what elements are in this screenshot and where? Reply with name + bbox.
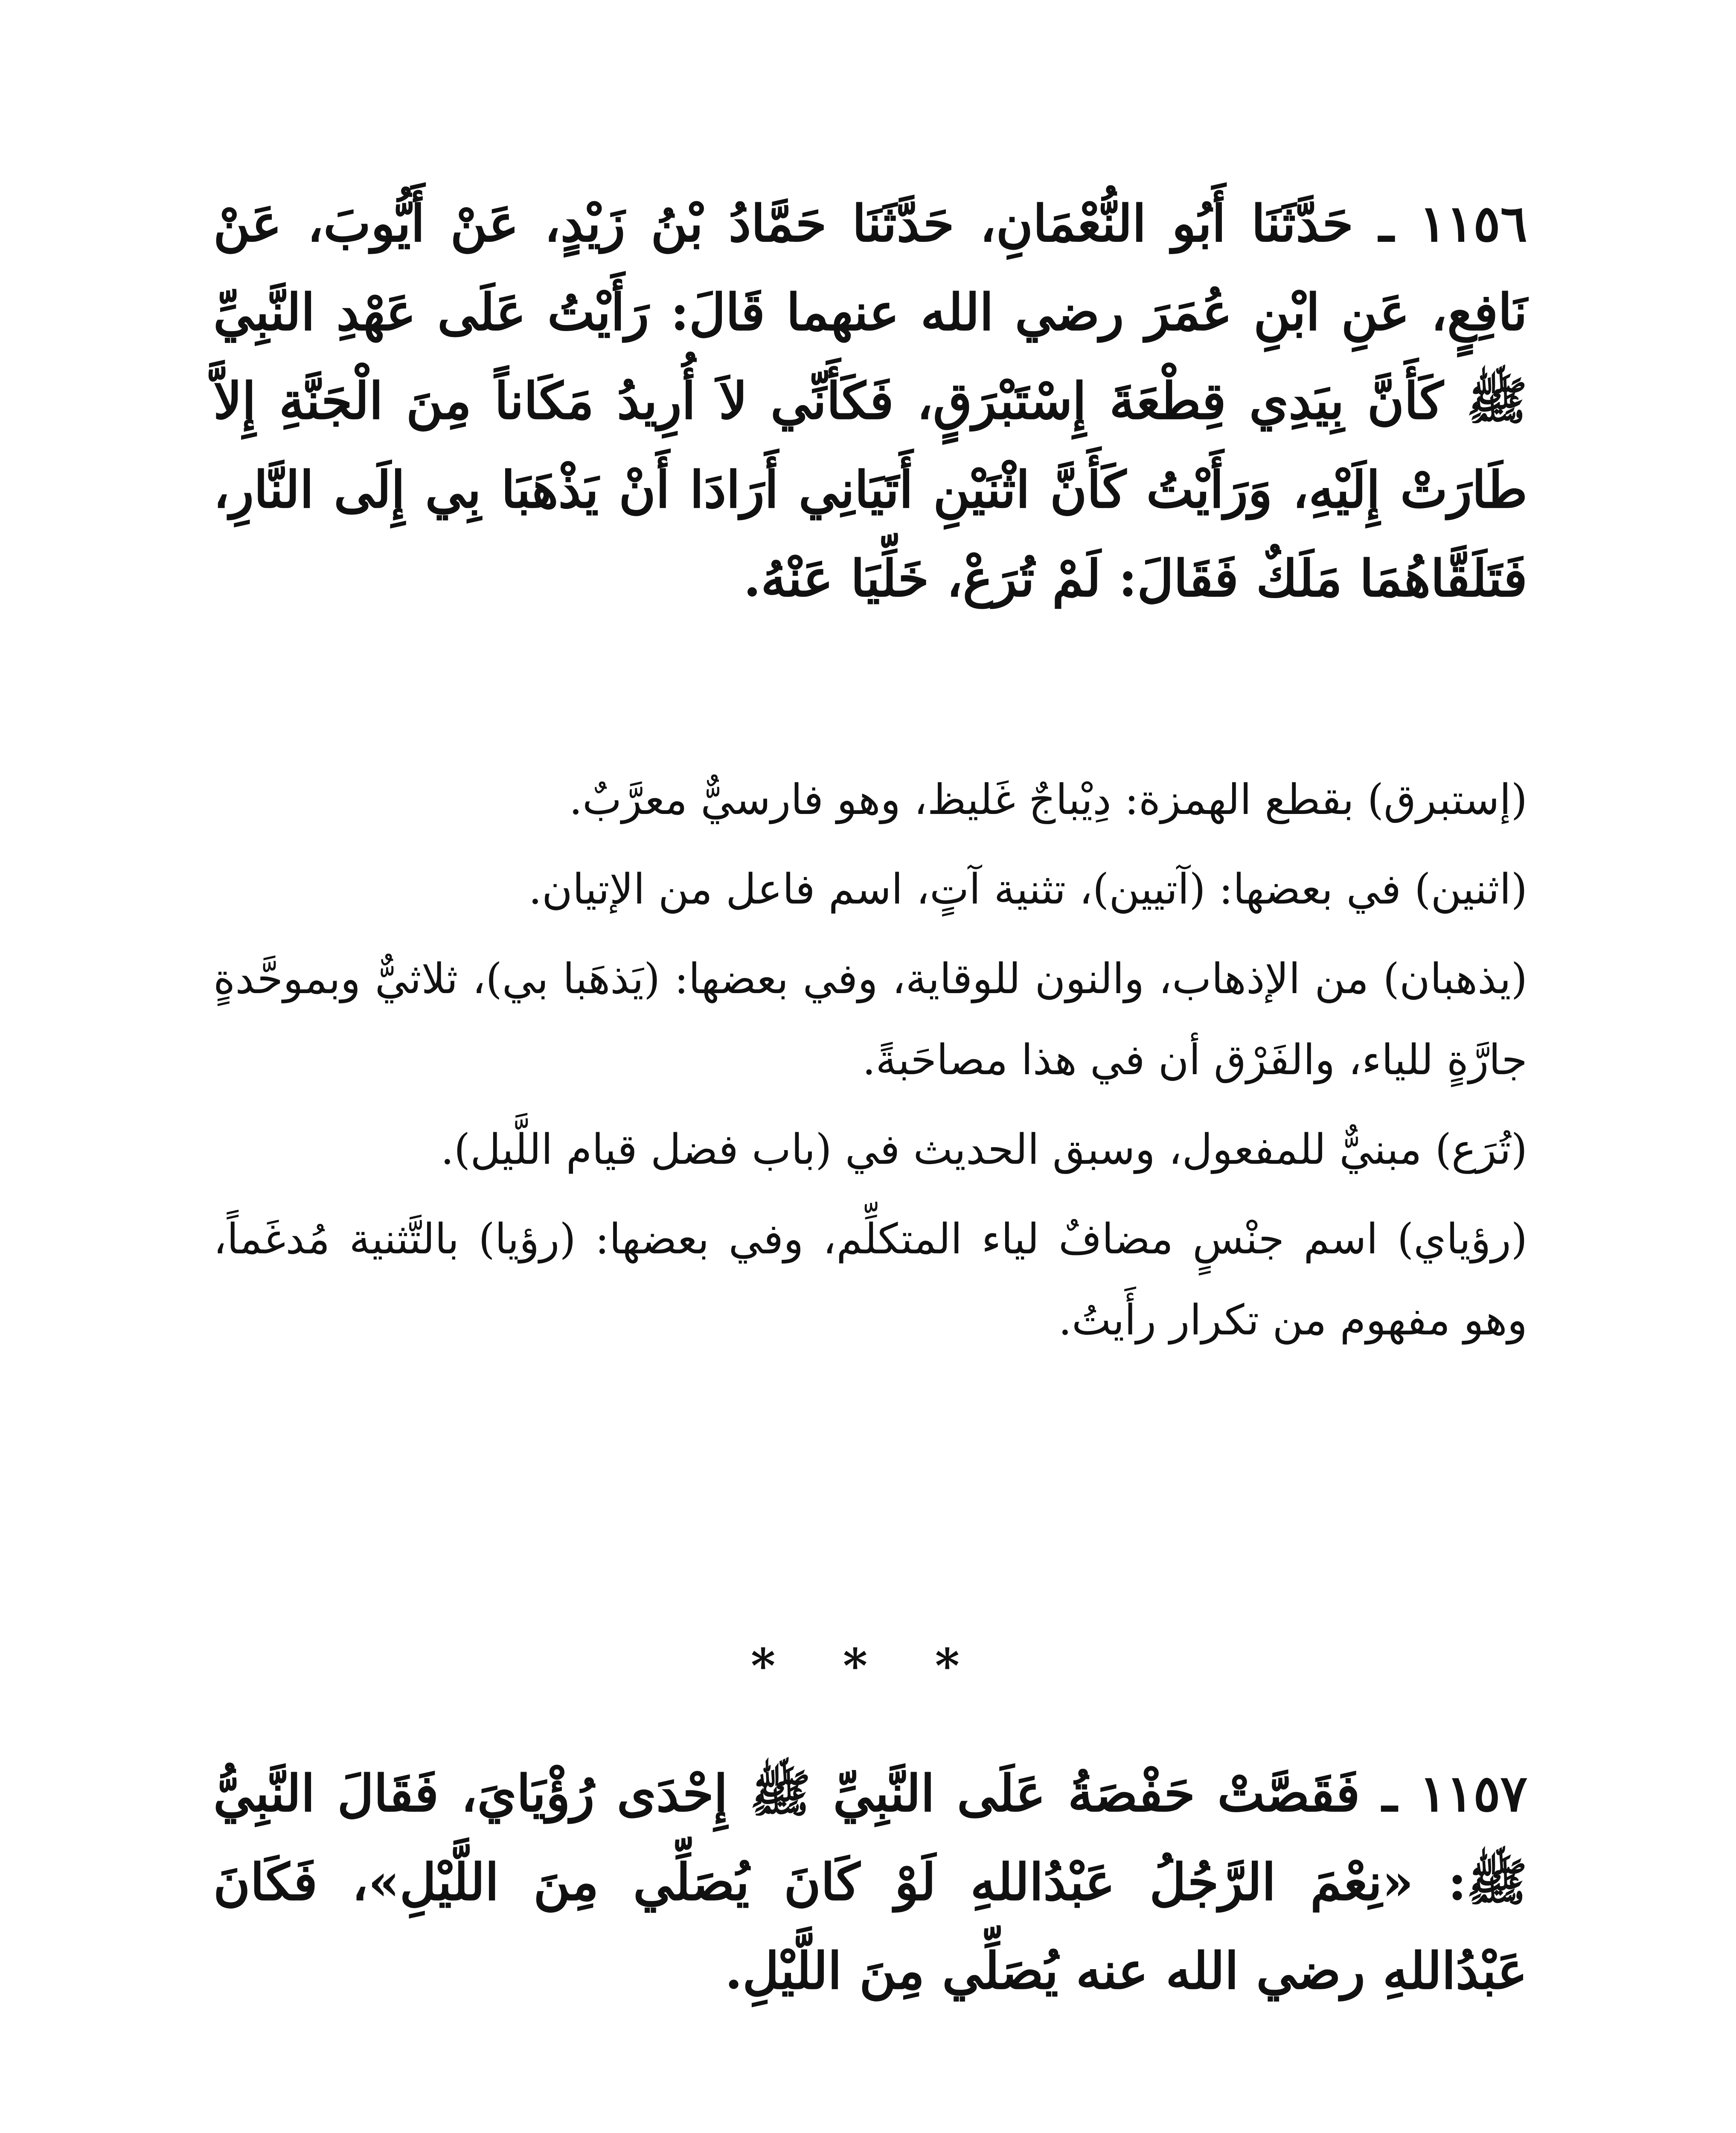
- hadith-1157-text: ١١٥٧ ـ فَقَصَّتْ حَفْصَةُ عَلَى النَّبِيِّ ﷺ إِحْدَى رُؤْيَايَ، فَقَالَ النَّبِيُّ ﷺ: «نِعْمَ الرَّجُلُ عَبْدُاللهِ لَوْ كَانَ يُصَلِّي مِنَ اللَّيْلِ»، فَكَانَ عَبْدُاللهِ رضي الله عنه يُصَلِّي مِنَ اللَّيْلِ.: [213, 1764, 1527, 2000]
- note-istabraq: (إستبرق) بقطع الهمزة: دِيْباجٌ غَليظ، وهو فارسيٌّ معرَّبٌ.: [569, 776, 1527, 824]
- note-ithnayn: (اثنين) في بعضها: (آتيين)، تثنية آتٍ، اسم فاعل من الإتيان.: [528, 865, 1527, 914]
- section-separator: * * *: [750, 1638, 986, 1693]
- hadith-1156-text: ١١٥٦ ـ حَدَّثَنَا أَبُو النُّعْمَانِ، حَدَّثَنَا حَمَّادُ بْنُ زَيْدٍ، عَنْ أَيُّوبَ، عَنْ نَافِعٍ، عَنِ ابْنِ عُمَرَ رضي الله عنهما قَالَ: رَأَيْتُ عَلَى عَهْدِ النَّبِيِّ ﷺ كَأَنَّ بِيَدِي قِطْعَةَ إِسْتَبْرَقٍ، فَكَأَنِّي لاَ أُرِيدُ مَكَاناً مِنَ الْجَنَّةِ إِلاَّ طَارَتْ إِلَيْهِ، وَرَأَيْتُ كَأَنَّ اثْنَيْنِ أَتَيَانِي أَرَادَا أَنْ يَذْهَبَا بِي إِلَى النَّارِ، فَتَلَقَّاهُمَا مَلَكٌ فَقَالَ: لَمْ تُرَعْ، خَلِّيَا عَنْهُ.: [213, 194, 1527, 608]
- note-yadhhaban: (يذهبان) من الإذهاب، والنون للوقاية، وفي بعضها: (يَذهَبا بي)، ثلاثيٌّ وبموحَّدةٍ جارَّةٍ للياء، والفَرْق أن في هذا مصاحَبةً.: [213, 955, 1527, 1084]
- hadith-1157-block: [213, 1749, 1527, 2015]
- note-ruyay: (رؤياي) اسم جنْسٍ مضافٌ لياء المتكلِّم، وفي بعضها: (رؤيا) بالتَّثنية مُدغَماً، وهو مفهوم من تكرار رأَيتُ.: [213, 1215, 1527, 1345]
- note-turaa: (تُرَع) مبنيٌّ للمفعول، وسبق الحديث في (باب فضل قيام اللَّيل).: [440, 1125, 1527, 1174]
- commentary-1156-block: [213, 759, 1527, 1369]
- hadith-1156-block: [213, 179, 1527, 623]
